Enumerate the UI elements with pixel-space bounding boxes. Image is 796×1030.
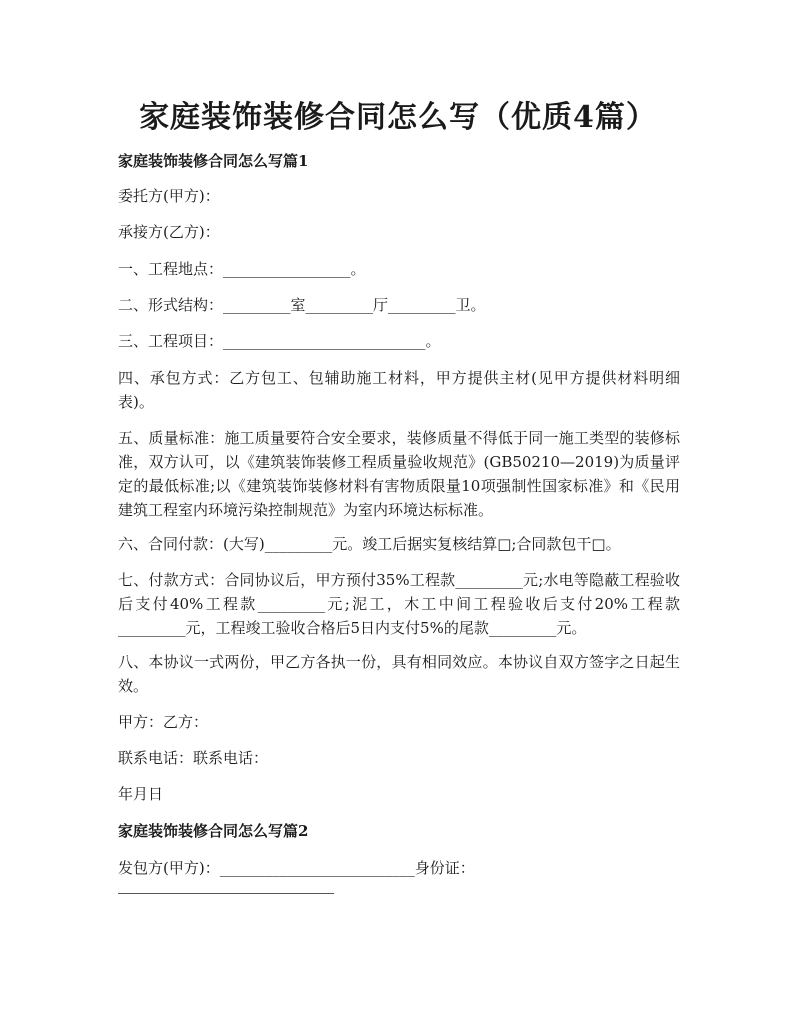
date-line: 年月日 xyxy=(118,785,164,803)
phone-line: 联系电话：联系电话： xyxy=(118,749,269,767)
clause-payment-method: 七、付款方式：合同协议后，甲方预付35%工程款_________元;水电等隐蔽工程验收后支付40%工程款_________元;泥工，木工中间工程验收后支付20%工程款_________元，工程竣工验收合格后5日内支付5%的尾款_________元。 xyxy=(118,571,680,637)
clause-payment-amount: 六、合同付款：(大写)_________元。竣工后据实复核结算□;合同款包干□。 xyxy=(118,535,621,553)
clause-structure: 二、形式结构：_________室_________厅_________卫。 xyxy=(118,296,486,314)
clause-location: 一、工程地点：_________________。 xyxy=(118,260,366,278)
party-a-line: 委托方(甲方)： xyxy=(118,187,220,205)
signature-line: 甲方：乙方： xyxy=(118,713,209,731)
section-heading-2: 家庭装饰装修合同怎么写篇2 xyxy=(118,822,309,840)
blank-underline xyxy=(118,893,334,894)
clause-project: 三、工程项目：___________________________。 xyxy=(118,332,441,350)
document-title: 家庭装饰装修合同怎么写（优质4篇） xyxy=(139,100,657,135)
section-heading-1: 家庭装饰装修合同怎么写篇1 xyxy=(118,152,309,170)
clause-contract-method: 四、承包方式：乙方包工、包辅助施工材料，甲方提供主材(见甲方提供材料明细表)。 xyxy=(118,369,680,411)
contractor-line: 发包方(甲方)：__________________________身份证： xyxy=(118,859,475,877)
clause-copies: 八、本协议一式两份，甲乙方各执一份，具有相同效应。本协议自双方签字之日起生效。 xyxy=(118,653,680,695)
party-b-line: 承接方(乙方)： xyxy=(118,223,220,241)
clause-quality-standard: 五、质量标准：施工质量要符合安全要求，装修质量不得低于同一施工类型的装修标准，双方认可，以《建筑装饰装修工程质量验收规范》(GB50210—2019)为质量评定的最低标准;以《建筑装饰装修材料有害物质限量10项强制性国家标准》和《民用建筑工程室内环境污染控制规范》为室内环境达标标准。 xyxy=(118,429,680,519)
